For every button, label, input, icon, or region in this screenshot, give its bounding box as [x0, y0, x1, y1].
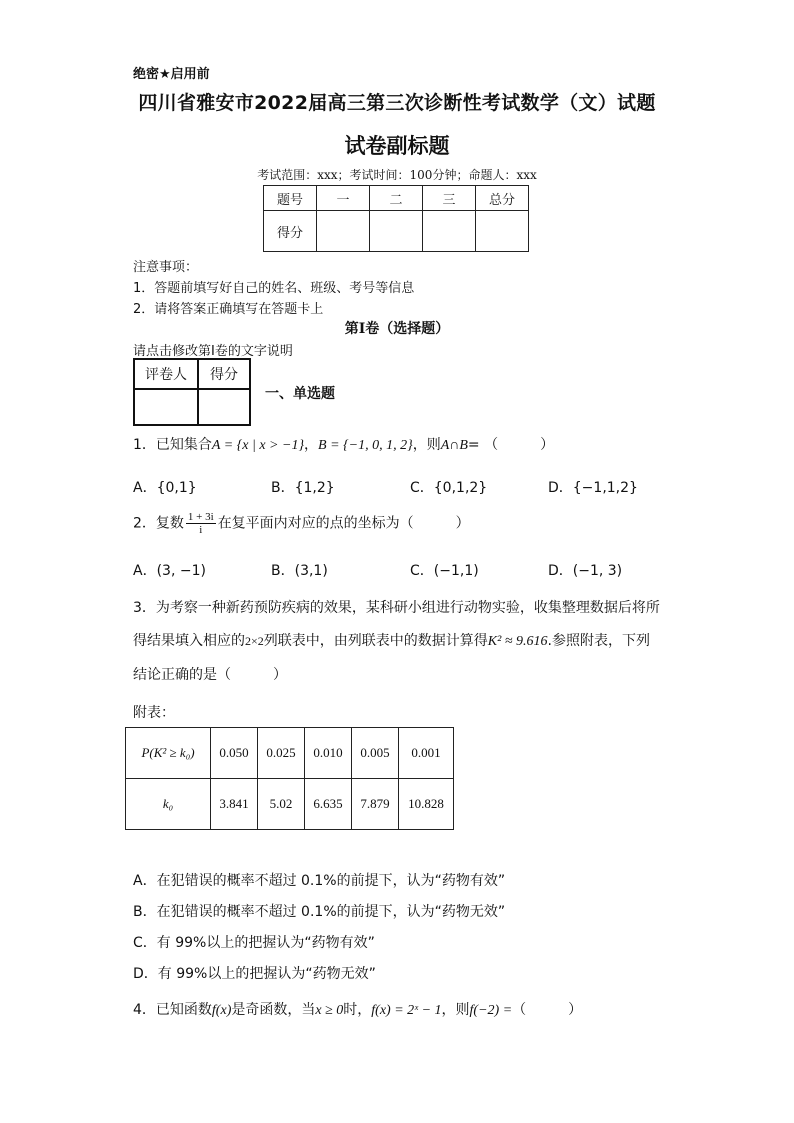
- appendix-label: 附表：: [133, 705, 175, 721]
- table-cell: 0.010: [305, 728, 352, 779]
- question-2: 2．复数 $\frac{1 + 3i}{i}$ 在复平面内对应的点的坐标为（ ）: [133, 511, 470, 537]
- score-blank-cell: [423, 211, 476, 252]
- q3-option-b: B．在犯错误的概率不超过 0.1%的前提下，认为“药物无效”: [133, 904, 506, 920]
- question-4: 4．已知函数f(x)是奇函数，当x ≥ 0时，f(x) = 2ˣ − 1，则f(−2) =（ ）: [133, 1002, 583, 1018]
- table-cell: 0.001: [399, 728, 454, 779]
- q1-option-d: D．{−1,1,2}: [548, 480, 638, 496]
- intersection-expr: A∩B: [440, 438, 468, 453]
- table-cell: 0.005: [352, 728, 399, 779]
- score-header-cell: 题号: [264, 186, 317, 211]
- complex-fraction: $\frac{1 + 3i}{i}$: [187, 511, 214, 537]
- score-blank-cell: [370, 211, 423, 252]
- table-cell: 5.02: [258, 779, 305, 830]
- score-header-cell: 一: [317, 186, 370, 211]
- part-title: 一、单选题: [265, 386, 335, 402]
- exam-info: 考试范围：xxx；考试时间：100分钟；命题人：xxx: [257, 168, 537, 182]
- q2-option-c: C．(−1,1): [410, 563, 479, 579]
- q2-option-b: B．(3,1): [271, 563, 328, 579]
- q1-option-b: B．{1,2}: [271, 480, 335, 496]
- grader-header: 评卷人: [134, 359, 198, 389]
- q1-option-c: C．{0,1,2}: [410, 480, 488, 496]
- score-row-label: 得分: [264, 211, 317, 252]
- question-3-line-3: 结论正确的是（ ）: [133, 667, 287, 683]
- grader-table: [133, 358, 251, 426]
- critical-value-table: [125, 727, 454, 830]
- q2-option-d: D．(−1, 3): [548, 563, 623, 579]
- q1-option-a: A．{0,1}: [133, 480, 197, 496]
- exam-title: 四川省雅安市2022届高三第三次诊断性考试数学（文）试题: [138, 92, 656, 114]
- score-blank-cell: [476, 211, 529, 252]
- grader-blank: [198, 389, 250, 425]
- score-table: [263, 185, 529, 252]
- table-cell: 7.879: [352, 779, 399, 830]
- q3-option-a: A．在犯错误的概率不超过 0.1%的前提下，认为“药物有效”: [133, 873, 506, 889]
- question-1: 1．已知集合A = {x | x > −1}，B = {−1, 0, 1, 2}，则A∩B= （ ）: [133, 437, 555, 453]
- table-cell: 0.025: [258, 728, 305, 779]
- q2-option-a: A．(3, −1): [133, 563, 206, 579]
- exam-subtitle: 试卷副标题: [344, 134, 450, 158]
- score-header-cell: 三: [423, 186, 476, 211]
- score-blank-cell: [317, 211, 370, 252]
- q3-option-c: C．有 99%以上的把握认为“药物有效”: [133, 935, 375, 951]
- table-cell: 0.050: [211, 728, 258, 779]
- question-3-line-1: 3．为考察一种新药预防疾病的效果，某科研小组进行动物实验，收集整理数据后将所: [133, 600, 660, 616]
- notes-item: 1．答题前填写好自己的姓名、班级、考号等信息: [133, 281, 415, 296]
- table-cell: 6.635: [305, 779, 352, 830]
- score-header-cell: 二: [370, 186, 423, 211]
- table-cell: 10.828: [399, 779, 454, 830]
- grader-header: 得分: [198, 359, 250, 389]
- notes-item: 2．请将答案正确填写在答题卡上: [133, 302, 324, 317]
- section-title: 第I卷（选择题）: [344, 321, 450, 337]
- table-cell: 3.841: [211, 779, 258, 830]
- set-b: B = {−1, 0, 1, 2}: [318, 438, 413, 453]
- score-header-cell: 总分: [476, 186, 529, 211]
- question-3-line-2: 得结果填入相应的2×2列联表中，由列联表中的数据计算得K² ≈ 9.616.参照附表，下列: [133, 633, 650, 649]
- table-row-label: k₀: [126, 779, 211, 830]
- q3-option-d: D．有 99%以上的把握认为“药物无效”: [133, 966, 376, 982]
- secret-label: 绝密★启用前: [133, 67, 210, 82]
- section-hint: 请点击修改第I卷的文字说明: [133, 344, 293, 359]
- grader-blank: [134, 389, 198, 425]
- set-a: A = {x | x > −1}: [211, 438, 305, 453]
- notes-title: 注意事项：: [133, 260, 199, 275]
- table-row-label: P(K² ≥ k₀): [126, 728, 211, 779]
